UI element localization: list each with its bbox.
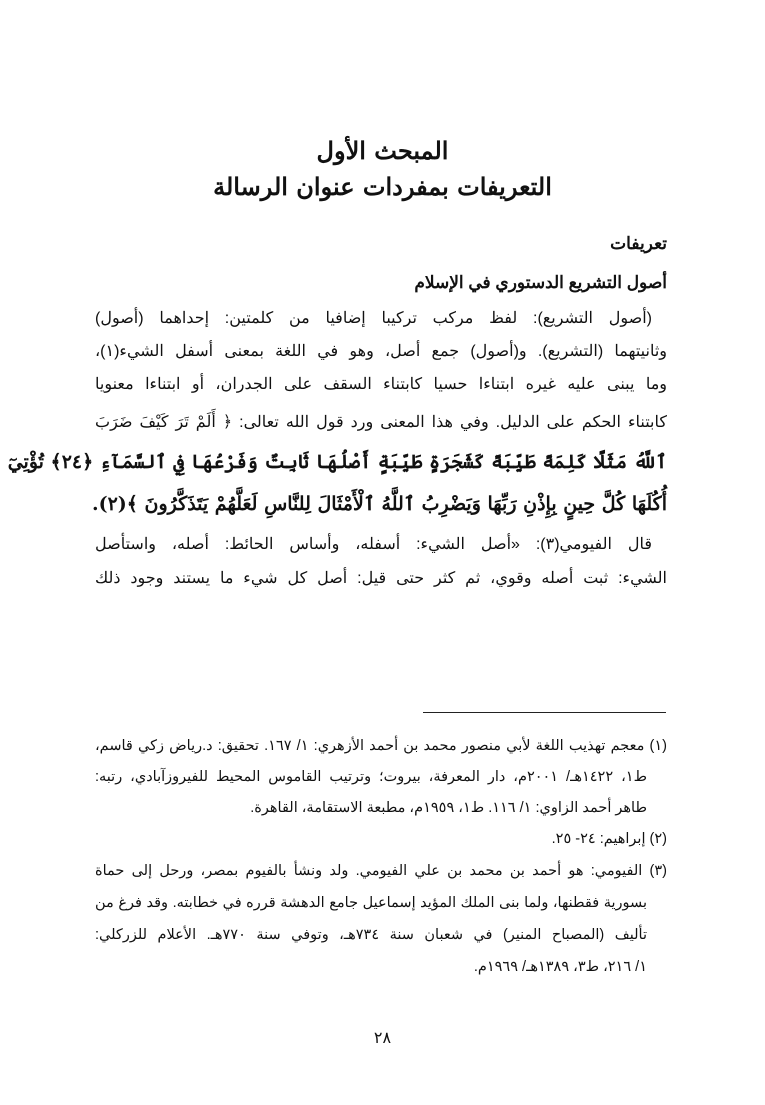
footnote-line: (٣) الفيومي: هو أحمد بن محمد بن علي الفيومي. ولد ونشأ بالفيوم بمصر، ورحل إلى حماة [95,863,667,879]
quran-verse-line: ٱللَّهُ مَثَلًا كَلِمَةً طَيِّبَةً كَشَجَرَةٍ طَيِّبَةٍ أَصْلُهَا ثَابِتٌ وَفَرْعُهَا فِي ٱلسَّمَآءِ ﴿٢٤﴾ تُؤْتِيٓ [7,451,667,473]
body-line: وما يبنى عليه غيره ابتناءا حسيا كابتناء السقف على الجدران، أو ابتناءا معنويا [95,376,667,393]
heading-topic: أصول التشريع الدستوري في الإسلام [414,273,667,292]
section-subtitle: التعريفات بمفردات عنوان الرسالة [213,172,552,201]
footnote-line: (١) معجم تهذيب اللغة لأبي منصور محمد بن أحمد الأزهري: ١/ ١٦٧. تحقيق: د.رياض زكي قاسم، [95,738,667,754]
footnote-line: (٢) إبراهيم: ٢٤- ٢٥. [551,831,667,847]
footnote-line: تأليف (المصباح المنير) في شعبان سنة ٧٣٤هـ، وتوفي سنة ٧٧٠هـ. الأعلام للزركلي: [95,927,647,943]
body-line: قال الفيومي(٣): «أصل الشيء: أسفله، وأساس الحائط: أصله، واستأصل [95,536,653,553]
footnote-line: ط١، ١٤٢٢هـ/ ٢٠٠١م، دار المعرفة، بيروت؛ وترتيب القاموس المحيط للفيروزآبادي، رتبه: [95,769,647,785]
body-line: الشيء: ثبت أصله وقوي، ثم كثر حتى قيل: أصل كل شيء ما يستند وجود ذلك [95,570,667,587]
footnote-separator [423,712,666,713]
footnote-line: ١/ ٢١٦، ط٣، ١٣٨٩هـ/ ١٩٦٩م. [473,959,647,975]
quran-verse-line: أُكُلَهَا كُلَّ حِينٍ بِإِذْنِ رَبِّهَا وَيَضْرِبُ ٱللَّهُ ٱلْأَمْثَالَ لِلنَّاسِ لَعَلَّهُمْ يَتَذَكَّرُونَ ﴾(٢). [91,493,667,515]
section-title: المبحث الأول [316,136,449,165]
body-line: وثانيتهما (التشريع). و(أصول) جمع أصل، وهو في اللغة بمعنى أسفل الشيء(١)، [95,343,667,360]
heading-definitions: تعريفات [610,234,667,253]
footnote-line: طاهر أحمد الزاوي: ١/ ١١٦. ط١، ١٩٥٩م، مطبعة الاستقامة، القاهرة. [250,800,647,816]
body-line: (أصول التشريع): لفظ مركب تركيبا إضافيا من كلمتين: إحداهما (أصول) [95,310,652,327]
footnote-line: بسورية فقطنها، ولما بنى الملك المؤيد إسماعيل جامع الدهشة قرره في خطابته. وقد فرغ من [95,895,647,911]
body-line: كابتناء الحكم على الدليل. وفي هذا المعنى ورد قول الله تعالى: ﴿ أَلَمْ تَرَ كَيْفَ ضَرَبَ [95,414,667,431]
page-number: ٢٨ [373,1028,392,1047]
